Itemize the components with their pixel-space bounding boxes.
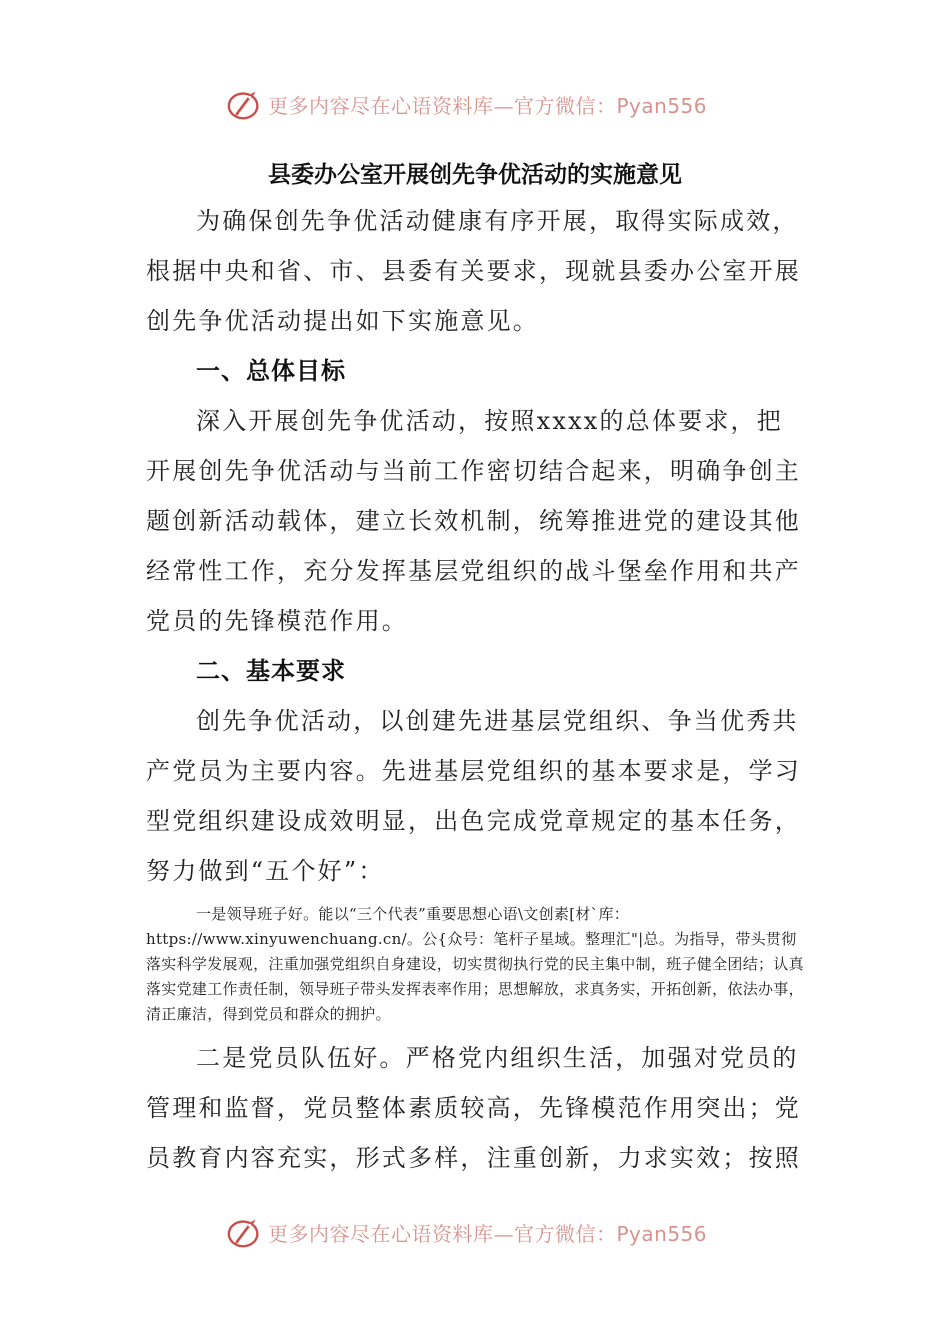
section-heading-1: 一、总体目标: [196, 356, 346, 385]
watermark-banner-bottom: [0, 1212, 950, 1252]
intro-paragraph: 为确保创先争优活动健康有序开展，取得实际成效，根据中央和省、市、县委有关要求，现就县委办公室开展创先争优活动提出如下实施意见。: [146, 207, 801, 335]
section-heading-2: 二、基本要求: [196, 656, 346, 685]
watermark-text: 更多内容尽在心语资料库—官方微信：Pyan556: [268, 1221, 708, 1246]
watermark-text: 更多内容尽在心语资料库—官方微信：Pyan556: [268, 93, 708, 118]
watermark-handle: Pyan556: [616, 93, 708, 118]
pen-nib-logo-icon: [226, 85, 264, 123]
document-title: 县委办公室开展创先争优活动的实施意见: [268, 161, 682, 188]
watermark-handle: Pyan556: [616, 1221, 708, 1246]
watermark-content: [226, 84, 707, 124]
requirements-paragraph: 创先争优活动，以创建先进基层党组织、争当优秀共产党员为主要内容。先进基层党组织的基本要求是，学习型党组织建设成效明显，出色完成党章规定的基本任务，努力做到“五个好”：: [146, 707, 801, 885]
pen-nib-logo-icon: [226, 1213, 264, 1251]
item-2-paragraph: 二是党员队伍好。严格党内组织生活，加强对党员的管理和监督，党员整体素质较高，先锋模范作用突出；党员教育内容充实，形式多样，注重创新，力求实效；按照: [146, 1044, 801, 1172]
watermark-banner-top: [0, 84, 950, 124]
item-1-paragraph: 一是领导班子好。能以“三个代表”重要思想心语\文创素[材`库：https://www.xinyuwenchuang.cn/。公{众号：笔杆子星域。整理汇"|总。为指导，带头贯彻落实科学发展观，注重加强党组织自身建设，切实贯彻执行党的民主集中制，班子健全团结；认真落实党建工作责任制，领导班子带头发挥表率作用；思想解放，求真务实，开拓创新，依法办事，清正廉洁，得到党员和群众的拥护。: [146, 905, 804, 1023]
document-body: [146, 196, 806, 1183]
watermark-content: [226, 1212, 707, 1252]
goal-paragraph: 深入开展创先争优活动，按照xxxx的总体要求，把开展创先争优活动与当前工作密切结合起来，明确争创主题创新活动载体，建立长效机制，统筹推进党的建设其他经常性工作，充分发挥基层党组织的战斗堡垒作用和共产党员的先锋模范作用。: [146, 407, 801, 635]
